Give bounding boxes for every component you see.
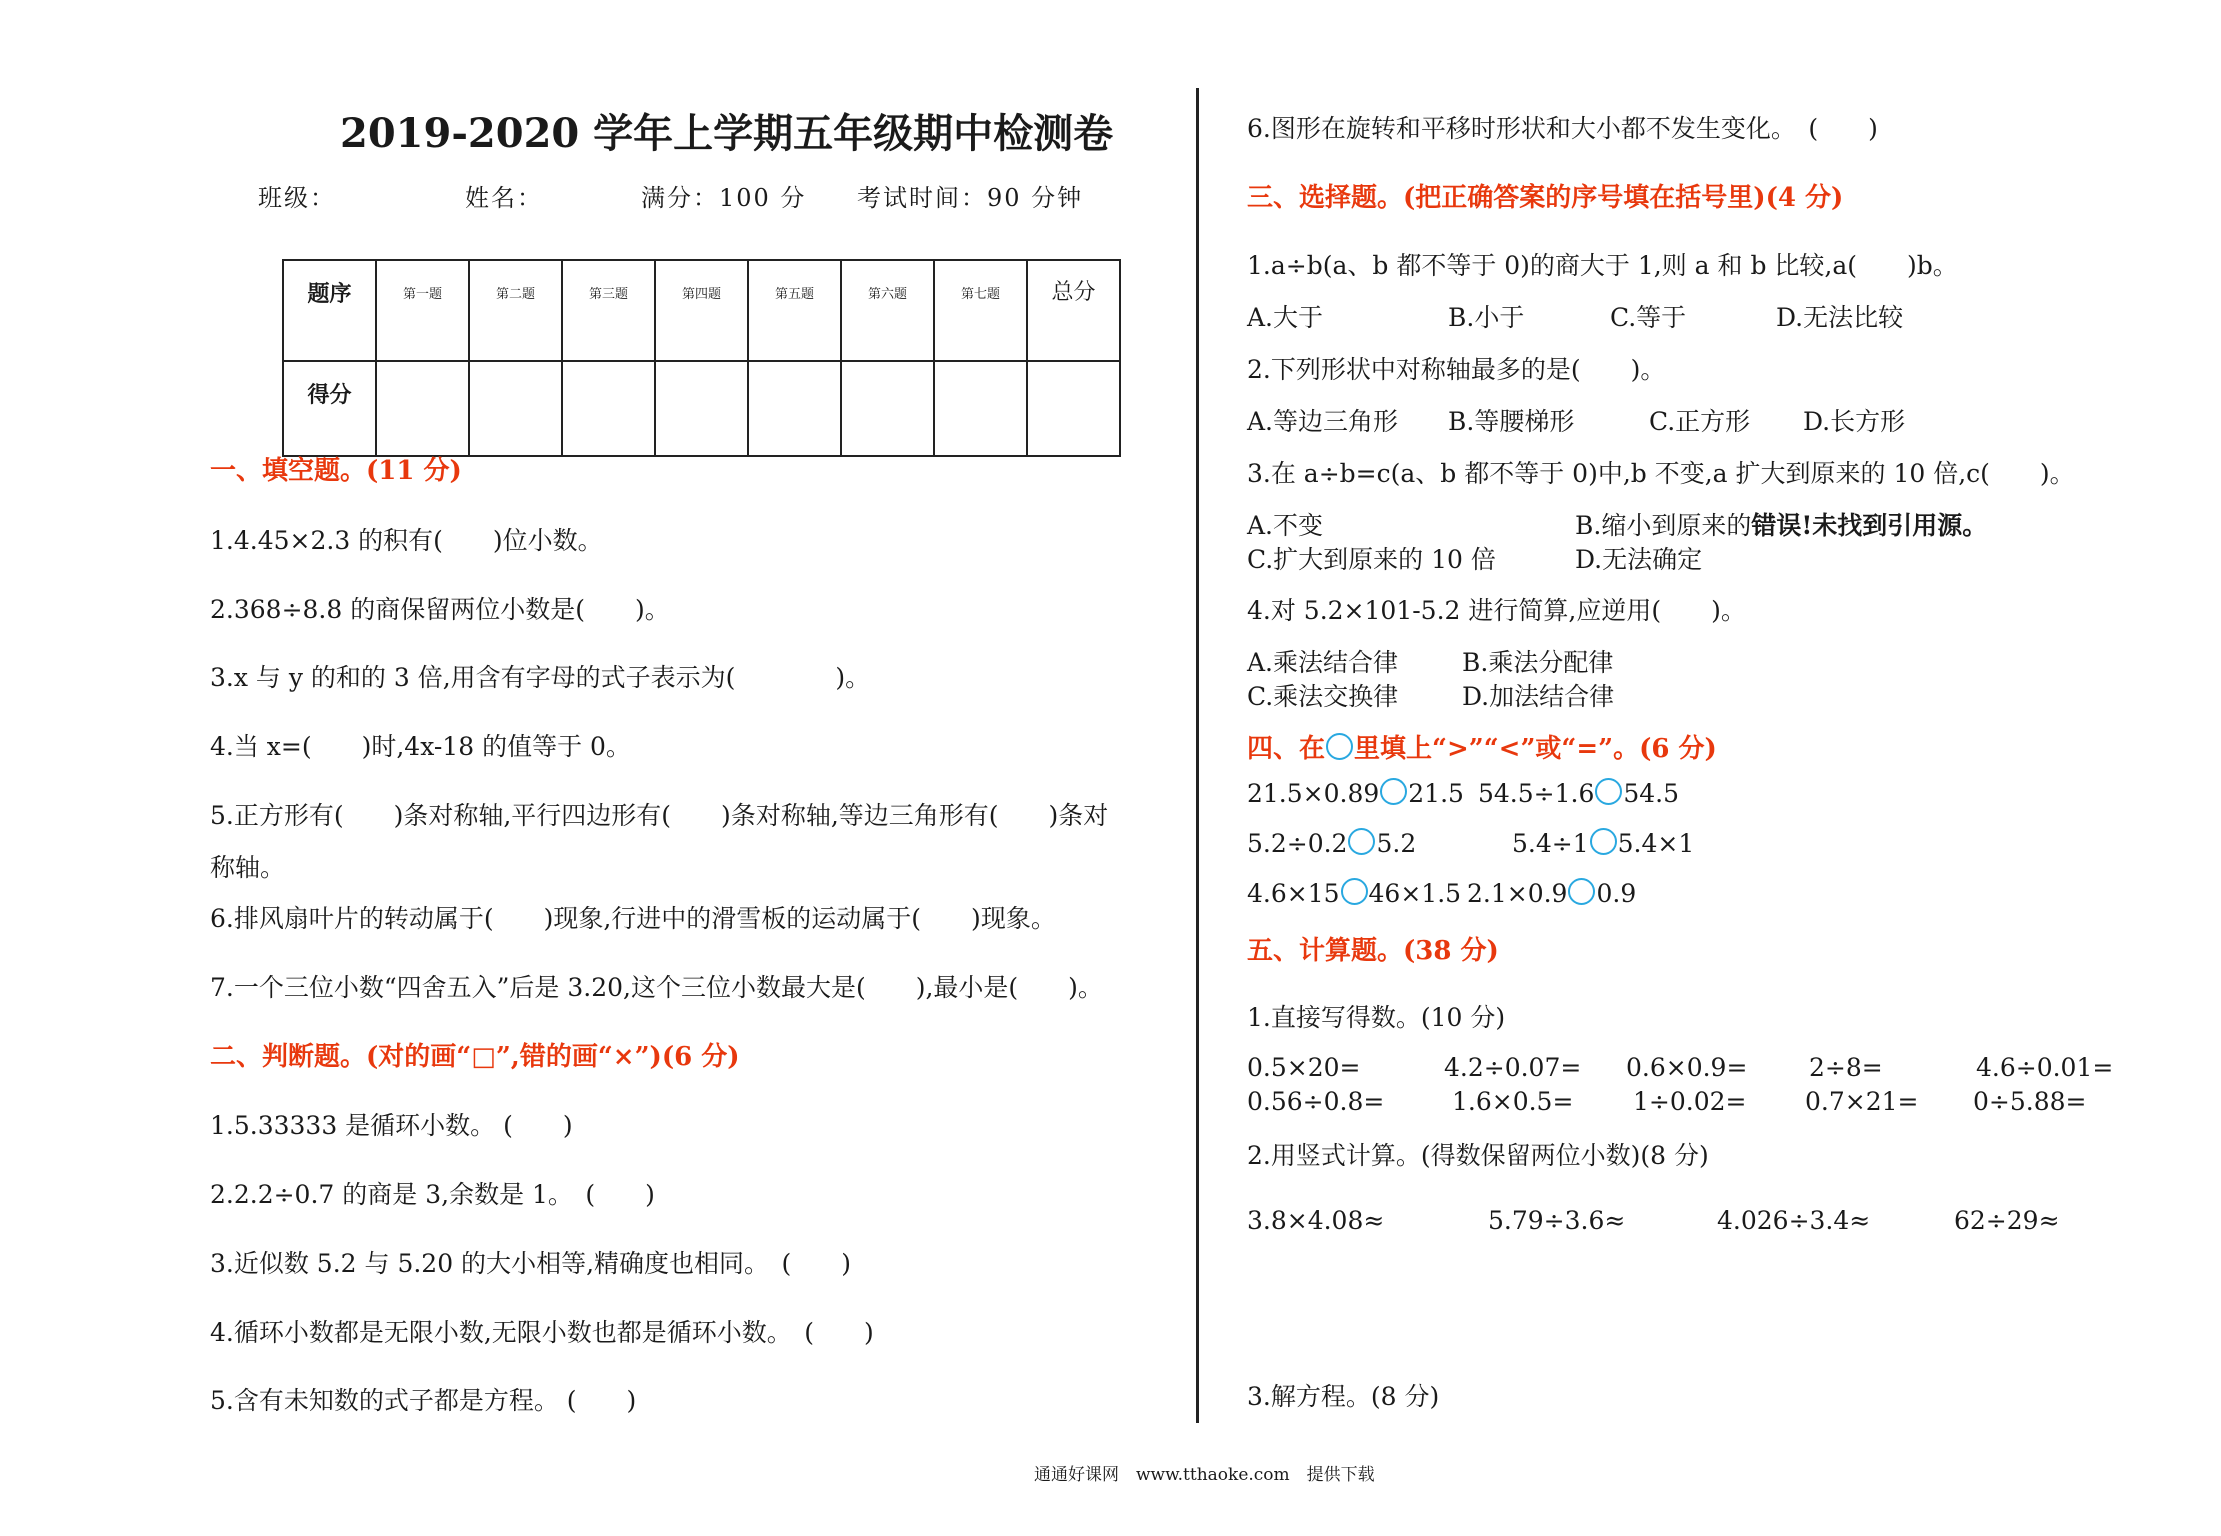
name-label: 姓名：: [465, 184, 543, 212]
compare-right: 46×1.5: [1368, 879, 1462, 908]
compare-item: [1247, 778, 1464, 808]
calc-item: 4.2÷0.07=: [1444, 1053, 1582, 1082]
footer-text: 通通好课网 www.tthaoke.com 提供下载: [1034, 1465, 1375, 1485]
option: B.乘法分配律: [1462, 648, 1614, 677]
compare-item: [1247, 828, 1416, 858]
score-table-total-label: 总分: [1027, 260, 1120, 361]
question: 6.排风扇叶片的转动属于( )现象,行进中的滑雪板的运动属于( )现象。: [210, 904, 1056, 933]
calc-item: 1.6×0.5=: [1452, 1087, 1574, 1116]
compare-circle[interactable]: [1380, 778, 1407, 805]
section4-heading-a: 四、在: [1247, 734, 1326, 764]
exam-time: 考试时间：90 分钟: [857, 184, 1084, 212]
option: B.等腰梯形: [1448, 407, 1575, 436]
compare-right: 54.5: [1623, 779, 1680, 808]
question: 1.5.33333 是循环小数。 ( ): [210, 1111, 573, 1140]
score-table-col: 第六题: [841, 260, 934, 361]
compare-item: [1247, 878, 1461, 908]
calc-item: 3.8×4.08≈: [1247, 1206, 1385, 1235]
score-table-score-row: [283, 361, 1120, 456]
score-cell[interactable]: [469, 361, 562, 456]
score-cell[interactable]: [1027, 361, 1120, 456]
option: A.等边三角形: [1247, 407, 1399, 436]
question: 1.a÷b(a、b 都不等于 0)的商大于 1,则 a 和 b 比较,a( )b。: [1247, 251, 1958, 280]
question: 1.4.45×2.3 的积有( )位小数。: [210, 526, 603, 555]
score-table-col: 第三题: [562, 260, 655, 361]
subsection-title: 1.直接写得数。(10 分): [1247, 1003, 1506, 1032]
question: 3.近似数 5.2 与 5.20 的大小相等,精确度也相同。 ( ): [210, 1249, 852, 1278]
compare-left: 2.1×0.9: [1467, 879, 1568, 908]
score-cell[interactable]: [562, 361, 655, 456]
compare-circle[interactable]: [1341, 878, 1368, 905]
calc-item: 0.56÷0.8=: [1247, 1087, 1385, 1116]
compare-left: 5.2÷0.2: [1247, 829, 1348, 858]
question: 4.当 x=( )时,4x-18 的值等于 0。: [210, 732, 631, 761]
question: 6.图形在旋转和平移时形状和大小都不发生变化。 ( ): [1247, 114, 1878, 143]
calc-item: 4.026÷3.4≈: [1717, 1206, 1871, 1235]
compare-right: 5.2: [1376, 829, 1417, 858]
question: 5.正方形有( )条对称轴,平行四边形有( )条对称轴,等边三角形有( )条对: [210, 801, 1109, 830]
calc-item: 0.6×0.9=: [1626, 1053, 1748, 1082]
question: 4.对 5.2×101-5.2 进行简算,应逆用( )。: [1247, 596, 1746, 625]
score-cell[interactable]: [376, 361, 469, 456]
section4-heading: [1247, 728, 1717, 765]
option: C.等于: [1610, 303, 1687, 332]
score-table-header-row: [283, 260, 1120, 361]
score-table-col: 第七题: [934, 260, 1027, 361]
compare-left: 4.6×15: [1247, 879, 1340, 908]
section4-heading-b: 里填上“>”“<”或“=”。(6 分): [1354, 734, 1717, 764]
question: 5.含有未知数的式子都是方程。 ( ): [210, 1386, 637, 1415]
score-cell[interactable]: [748, 361, 841, 456]
compare-left: 21.5×0.89: [1247, 779, 1380, 808]
option: C.乘法交换律: [1247, 682, 1399, 711]
calc-item: 5.79÷3.6≈: [1488, 1206, 1626, 1235]
compare-right: 5.4×1: [1617, 829, 1695, 858]
reference-error: 错误!未找到引用源。: [1751, 511, 1988, 540]
score-table-col: 第二题: [469, 260, 562, 361]
option: A.大于: [1247, 303, 1324, 332]
option: A.乘法结合律: [1247, 648, 1399, 677]
subsection-title: 3.解方程。(8 分): [1247, 1382, 1440, 1411]
section1-heading: 一、填空题。(11 分): [210, 456, 462, 486]
compare-item: [1512, 828, 1694, 858]
option-text: B.缩小到原来的: [1575, 511, 1752, 540]
column-divider: [1196, 88, 1199, 1423]
compare-left: 5.4÷1: [1512, 829, 1589, 858]
question: 3.在 a÷b=c(a、b 都不等于 0)中,b 不变,a 扩大到原来的 10 倍,c( )。: [1247, 459, 2075, 488]
circle-icon: [1326, 733, 1353, 760]
question: 2.2.2÷0.7 的商是 3,余数是 1。 ( ): [210, 1180, 655, 1209]
option: D.无法比较: [1776, 303, 1904, 332]
question: 称轴。: [210, 853, 286, 882]
score-table-header-label: 题序: [283, 260, 376, 361]
score-table-col: 第一题: [376, 260, 469, 361]
subsection-title: 2.用竖式计算。(得数保留两位小数)(8 分): [1247, 1141, 1709, 1170]
option: C.正方形: [1649, 407, 1751, 436]
question: 3.x 与 y 的和的 3 倍,用含有字母的式子表示为( )。: [210, 663, 871, 692]
score-table: [282, 259, 1121, 457]
option: C.扩大到原来的 10 倍: [1247, 545, 1496, 574]
compare-item: [1478, 778, 1679, 808]
calc-item: 0.7×21=: [1805, 1087, 1919, 1116]
full-score: 满分：100 分: [641, 184, 807, 212]
compare-right: 0.9: [1596, 879, 1637, 908]
score-cell[interactable]: [841, 361, 934, 456]
option: B.小于: [1448, 303, 1525, 332]
score-cell[interactable]: [655, 361, 748, 456]
question: 2.368÷8.8 的商保留两位小数是( )。: [210, 595, 670, 624]
compare-left: 54.5÷1.6: [1478, 779, 1595, 808]
compare-circle[interactable]: [1595, 778, 1622, 805]
option: D.加法结合律: [1462, 682, 1615, 711]
compare-circle[interactable]: [1568, 878, 1595, 905]
calc-item: 0.5×20=: [1247, 1053, 1361, 1082]
calc-item: 4.6÷0.01=: [1976, 1053, 2114, 1082]
page-title: 2019-2020 学年上学期五年级期中检测卷: [340, 110, 1114, 157]
compare-circle[interactable]: [1590, 828, 1617, 855]
option: [1575, 506, 1987, 542]
class-label: 班级：: [258, 184, 336, 212]
section5-heading: 五、计算题。(38 分): [1247, 936, 1499, 966]
section3-heading: 三、选择题。(把正确答案的序号填在括号里)(4 分): [1247, 183, 1844, 213]
score-table-col: 第五题: [748, 260, 841, 361]
score-cell[interactable]: [934, 361, 1027, 456]
compare-right: 21.5: [1408, 779, 1464, 808]
section2-heading: 二、判断题。(对的画“□”,错的画“×”)(6 分): [210, 1042, 740, 1072]
question: 7.一个三位小数“四舍五入”后是 3.20,这个三位小数最大是( ),最小是( )。: [210, 973, 1103, 1002]
question: 2.下列形状中对称轴最多的是( )。: [1247, 355, 1666, 384]
option: D.长方形: [1803, 407, 1906, 436]
compare-circle[interactable]: [1348, 828, 1375, 855]
compare-item: [1467, 878, 1636, 908]
option: D.无法确定: [1575, 545, 1703, 574]
option: A.不变: [1247, 511, 1324, 540]
calc-item: 62÷29≈: [1954, 1206, 2060, 1235]
score-table-score-label: 得分: [283, 361, 376, 456]
question: 4.循环小数都是无限小数,无限小数也都是循环小数。 ( ): [210, 1318, 874, 1347]
score-table-col: 第四题: [655, 260, 748, 361]
calc-item: 0÷5.88=: [1973, 1087, 2087, 1116]
calc-item: 2÷8=: [1809, 1053, 1883, 1082]
calc-item: 1÷0.02=: [1633, 1087, 1747, 1116]
